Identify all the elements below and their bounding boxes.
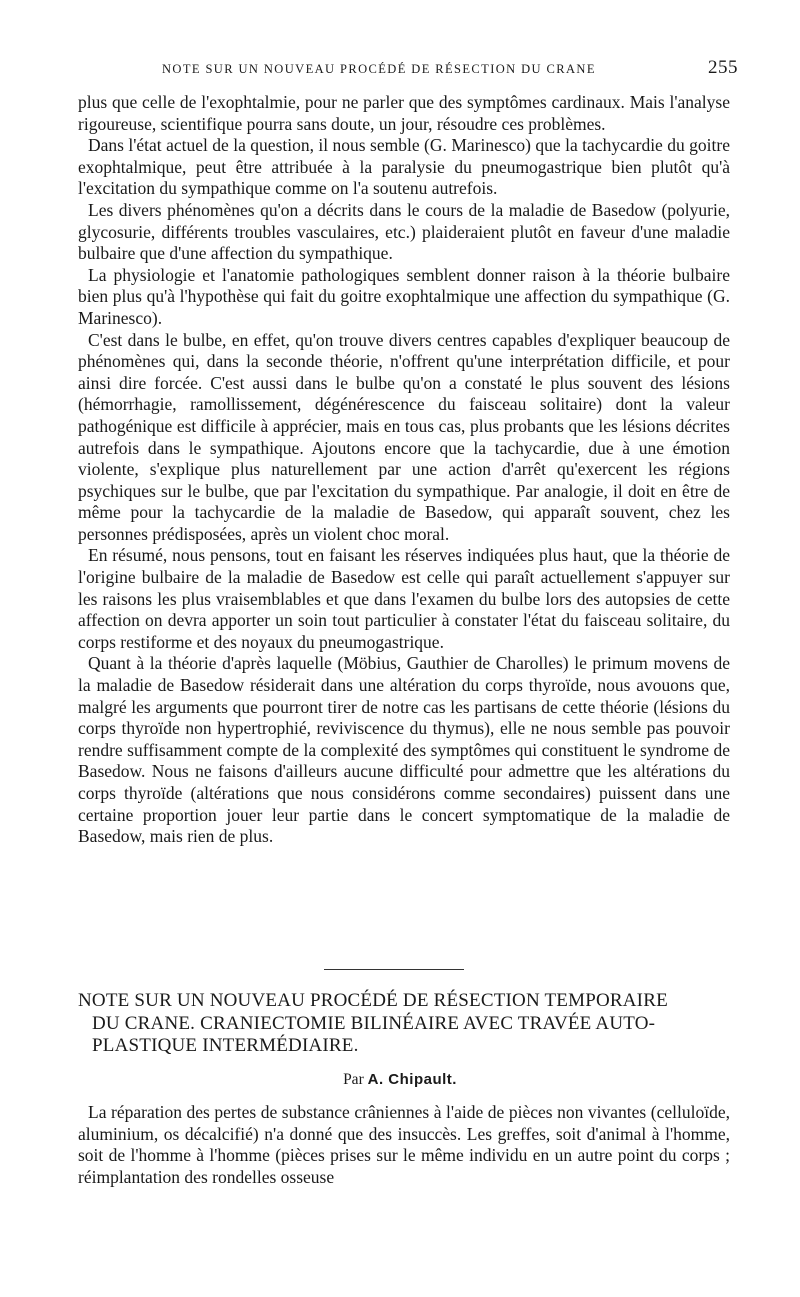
article-title <box>78 990 730 1058</box>
section-divider <box>324 969 464 970</box>
paragraph: La physiologie et l'anatomie pathologiques semblent donner raison à la théorie bulbaire bien plus qu'à l'hypothèse qui fait du goitre exophtalmique une affection du sympathique (G. Marinesco). <box>78 264 730 328</box>
byline-prefix: Par <box>343 1071 364 1088</box>
article-title-line: PLASTIQUE INTERMÉDIAIRE. <box>92 1035 359 1056</box>
paragraph: Quant à la théorie d'après laquelle (Möbius, Gauthier de Charolles) le primum movens de la maladie de Basedow résiderait dans une altération du corps thyroïde, nous avouons que, malgré les arguments que pourront tirer de notre cas les partisans de cette théorie (lésions du corps thyroïde non hypertrophié, reviviscence du thymus), elle ne nous semble pas pouvoir rendre suffisamment compte de la complexité des symptômes qui constituent le syndrome de Basedow. Nous ne faisons d'ailleurs aucune difficulté pour admettre que les altérations du corps thyroïde (altérations que nous considérons comme secondaires) puissent dans une certaine proportion jouer leur partie dans le concert symptomatique de la maladie de Basedow, mais rien de plus. <box>78 653 730 847</box>
page-number: 255 <box>708 57 738 78</box>
paragraph: La réparation des pertes de substance crâniennes à l'aide de pièces non vivantes (celluloïde, aluminium, os décalcifié) n'a donné que des insuccès. Les greffes, soit d'animal à l'homme, soit de l'homme à l'homme (pièces prises sur le même individu en un autre point du corps ; réimplantation des rondelles osseuse <box>78 1102 730 1187</box>
previous-article-text <box>78 92 730 848</box>
byline <box>0 1071 800 1089</box>
paragraph: Dans l'état actuel de la question, il nous semble (G. Marinesco) que la tachycardie du goitre exophtalmique, peut être attribuée à la paralysie du pneumogastrique bien plutôt qu'à l'excitation du sympathique comme on l'a soutenu autrefois. <box>78 135 730 199</box>
running-head <box>80 57 738 79</box>
article-title-line: NOTE SUR UN NOUVEAU PROCÉDÉ DE RÉSECTION TEMPORAIRE <box>78 990 668 1011</box>
author-name: A. Chipault. <box>367 1071 457 1088</box>
new-article-text <box>78 1102 730 1188</box>
running-title: NOTE SUR UN NOUVEAU PROCÉDÉ DE RÉSECTION DU CRANE <box>162 62 596 76</box>
paragraph: C'est dans le bulbe, en effet, qu'on trouve divers centres capables d'expliquer beaucoup de phénomènes qui, dans la seconde théorie, n'offrent qu'une interprétation difficile, et pour ainsi dire forcée. C'est aussi dans le bulbe qu'on a constaté le plus souvent des lésions (hémorrhagie, ramollissement, dégénérescence du faisceau solitaire) dont la valeur pathogénique est difficile à apprécier, mais en tous cas, plus probants que les lésions décrites autrefois dans le sympathique. Ajoutons encore que la tachycardie, due à une émotion violente, s'explique plus naturellement par une action d'arrêt qu'exercent les régions psychiques sur le bulbe, que par l'excitation du sympathique. Par analogie, il doit en être de même pour la tachycardie de la maladie de Basedow, qui apparaît souvent, chez les personnes prédisposées, après un violent choc moral. <box>78 329 730 544</box>
paragraph: Les divers phénomènes qu'on a décrits dans le cours de la maladie de Basedow (polyurie, glycosurie, différents troubles vasculaires, etc.) plaideraient plutôt en faveur d'une maladie bulbaire que d'une affection du sympathique. <box>78 199 730 264</box>
paragraph: En résumé, nous pensons, tout en faisant les réserves indiquées plus haut, que la théorie de l'origine bulbaire de la maladie de Basedow est celle qui paraît actuellement s'appuyer sur les raisons les plus vraisemblables et que dans l'examen du bulbe lors des autopsies de cette affection on devra apporter un soin tout particulier à constater l'état du faisceau solitaire, du corps restiforme et des noyaux du pneumogastrique. <box>78 545 730 652</box>
article-title-line: DU CRANE. CRANIECTOMIE BILINÉAIRE AVEC TRAVÉE AUTO- <box>92 1012 656 1034</box>
paragraph: plus que celle de l'exophtalmie, pour ne parler que des symptômes cardinaux. Mais l'analyse rigoureuse, scientifique pourra sans doute, un jour, résoudre ces problèmes. <box>78 92 730 134</box>
